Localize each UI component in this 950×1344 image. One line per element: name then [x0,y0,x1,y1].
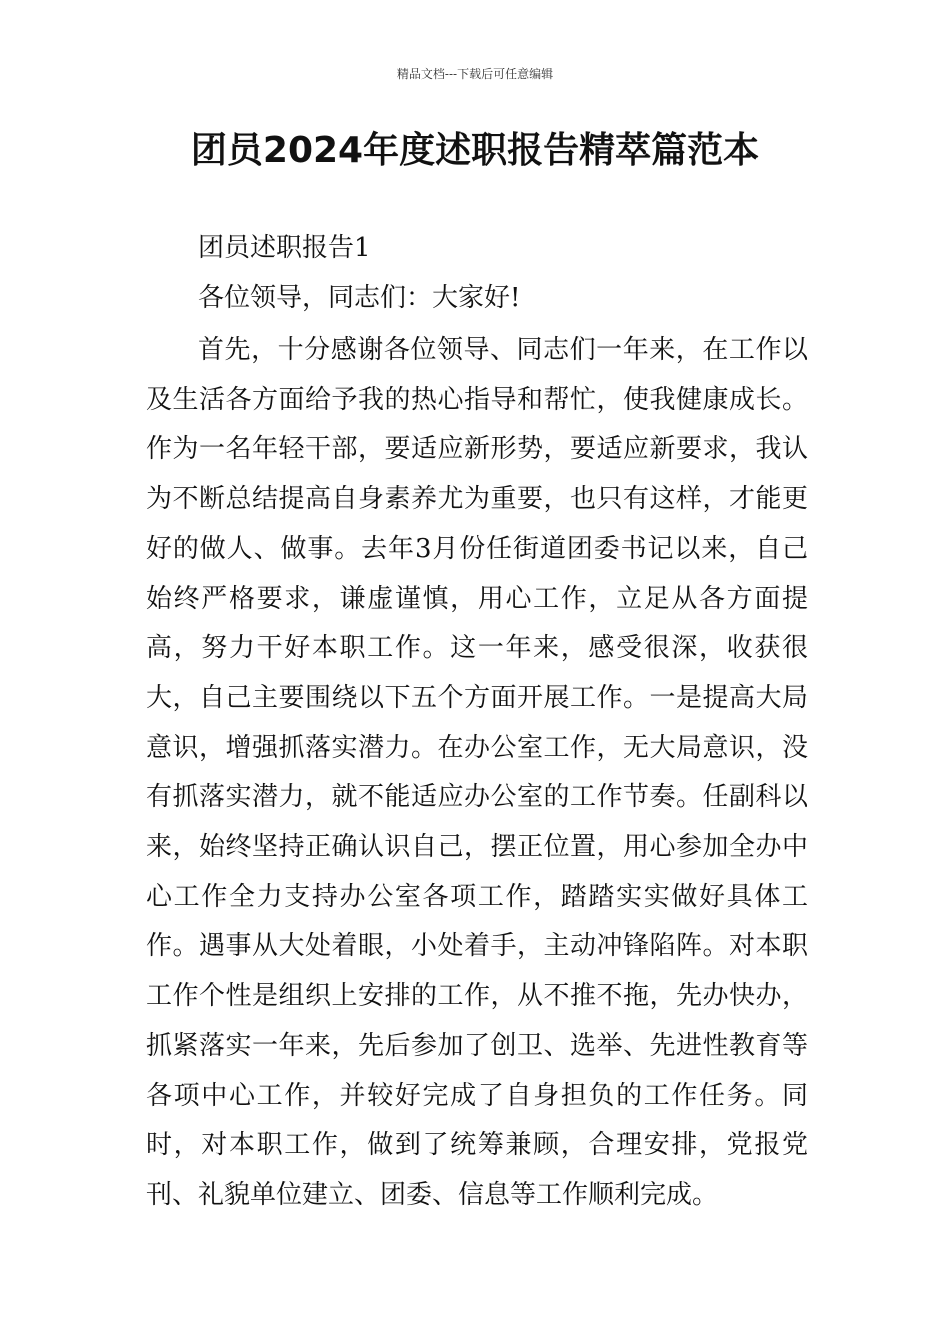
header-note: 精品文档---下载后可任意编辑 [396,67,554,81]
section-heading: 团员述职报告1 [198,233,371,263]
greeting-paragraph: 各位领导，同志们：大家好! [198,283,521,313]
body-paragraph: 首先，十分感谢各位领导、同志们一年来，在工作以及生活各方面给予我的热心指导和帮忙，使我健康成长。作为一名年轻干部，要适应新形势，要适应新要求，我认为不断总结提高自身素养尤为重要，也只有这样，才能更好的做人、做事。去年3月份任街道团委书记以来，自己始终严格要求，谦虚谨慎，用心工作，立足从各方面提高，努力干好本职工作。这一年来，感受很深，收获很大，自己主要围绕以下五个方面开展工作。一是提高大局意识，增强抓落实潜力。在办公室工作，无大局意识，没有抓落实潜力，就不能适应办公室的工作节奏。任副科以来，始终坚持正确认识自己，摆正位置，用心参加全办中心工作全力支持办公室各项工作，踏踏实实做好具体工作。遇事从大处着眼，小处着手，主动冲锋陷阵。对本职工作个性是组织上安排的工作，从不推不拖，先办快办，抓紧落实一年来，先后参加了创卫、选举、先进性教育等各项中心工作，并较好完成了自身担负的工作任务。同时，对本职工作，做到了统筹兼顾，合理安排，党报党刊、礼貌单位建立、团委、信息等工作顺利完成。 [146,335,808,1210]
document-title: 团员2024年度述职报告精萃篇范本 [190,130,760,171]
